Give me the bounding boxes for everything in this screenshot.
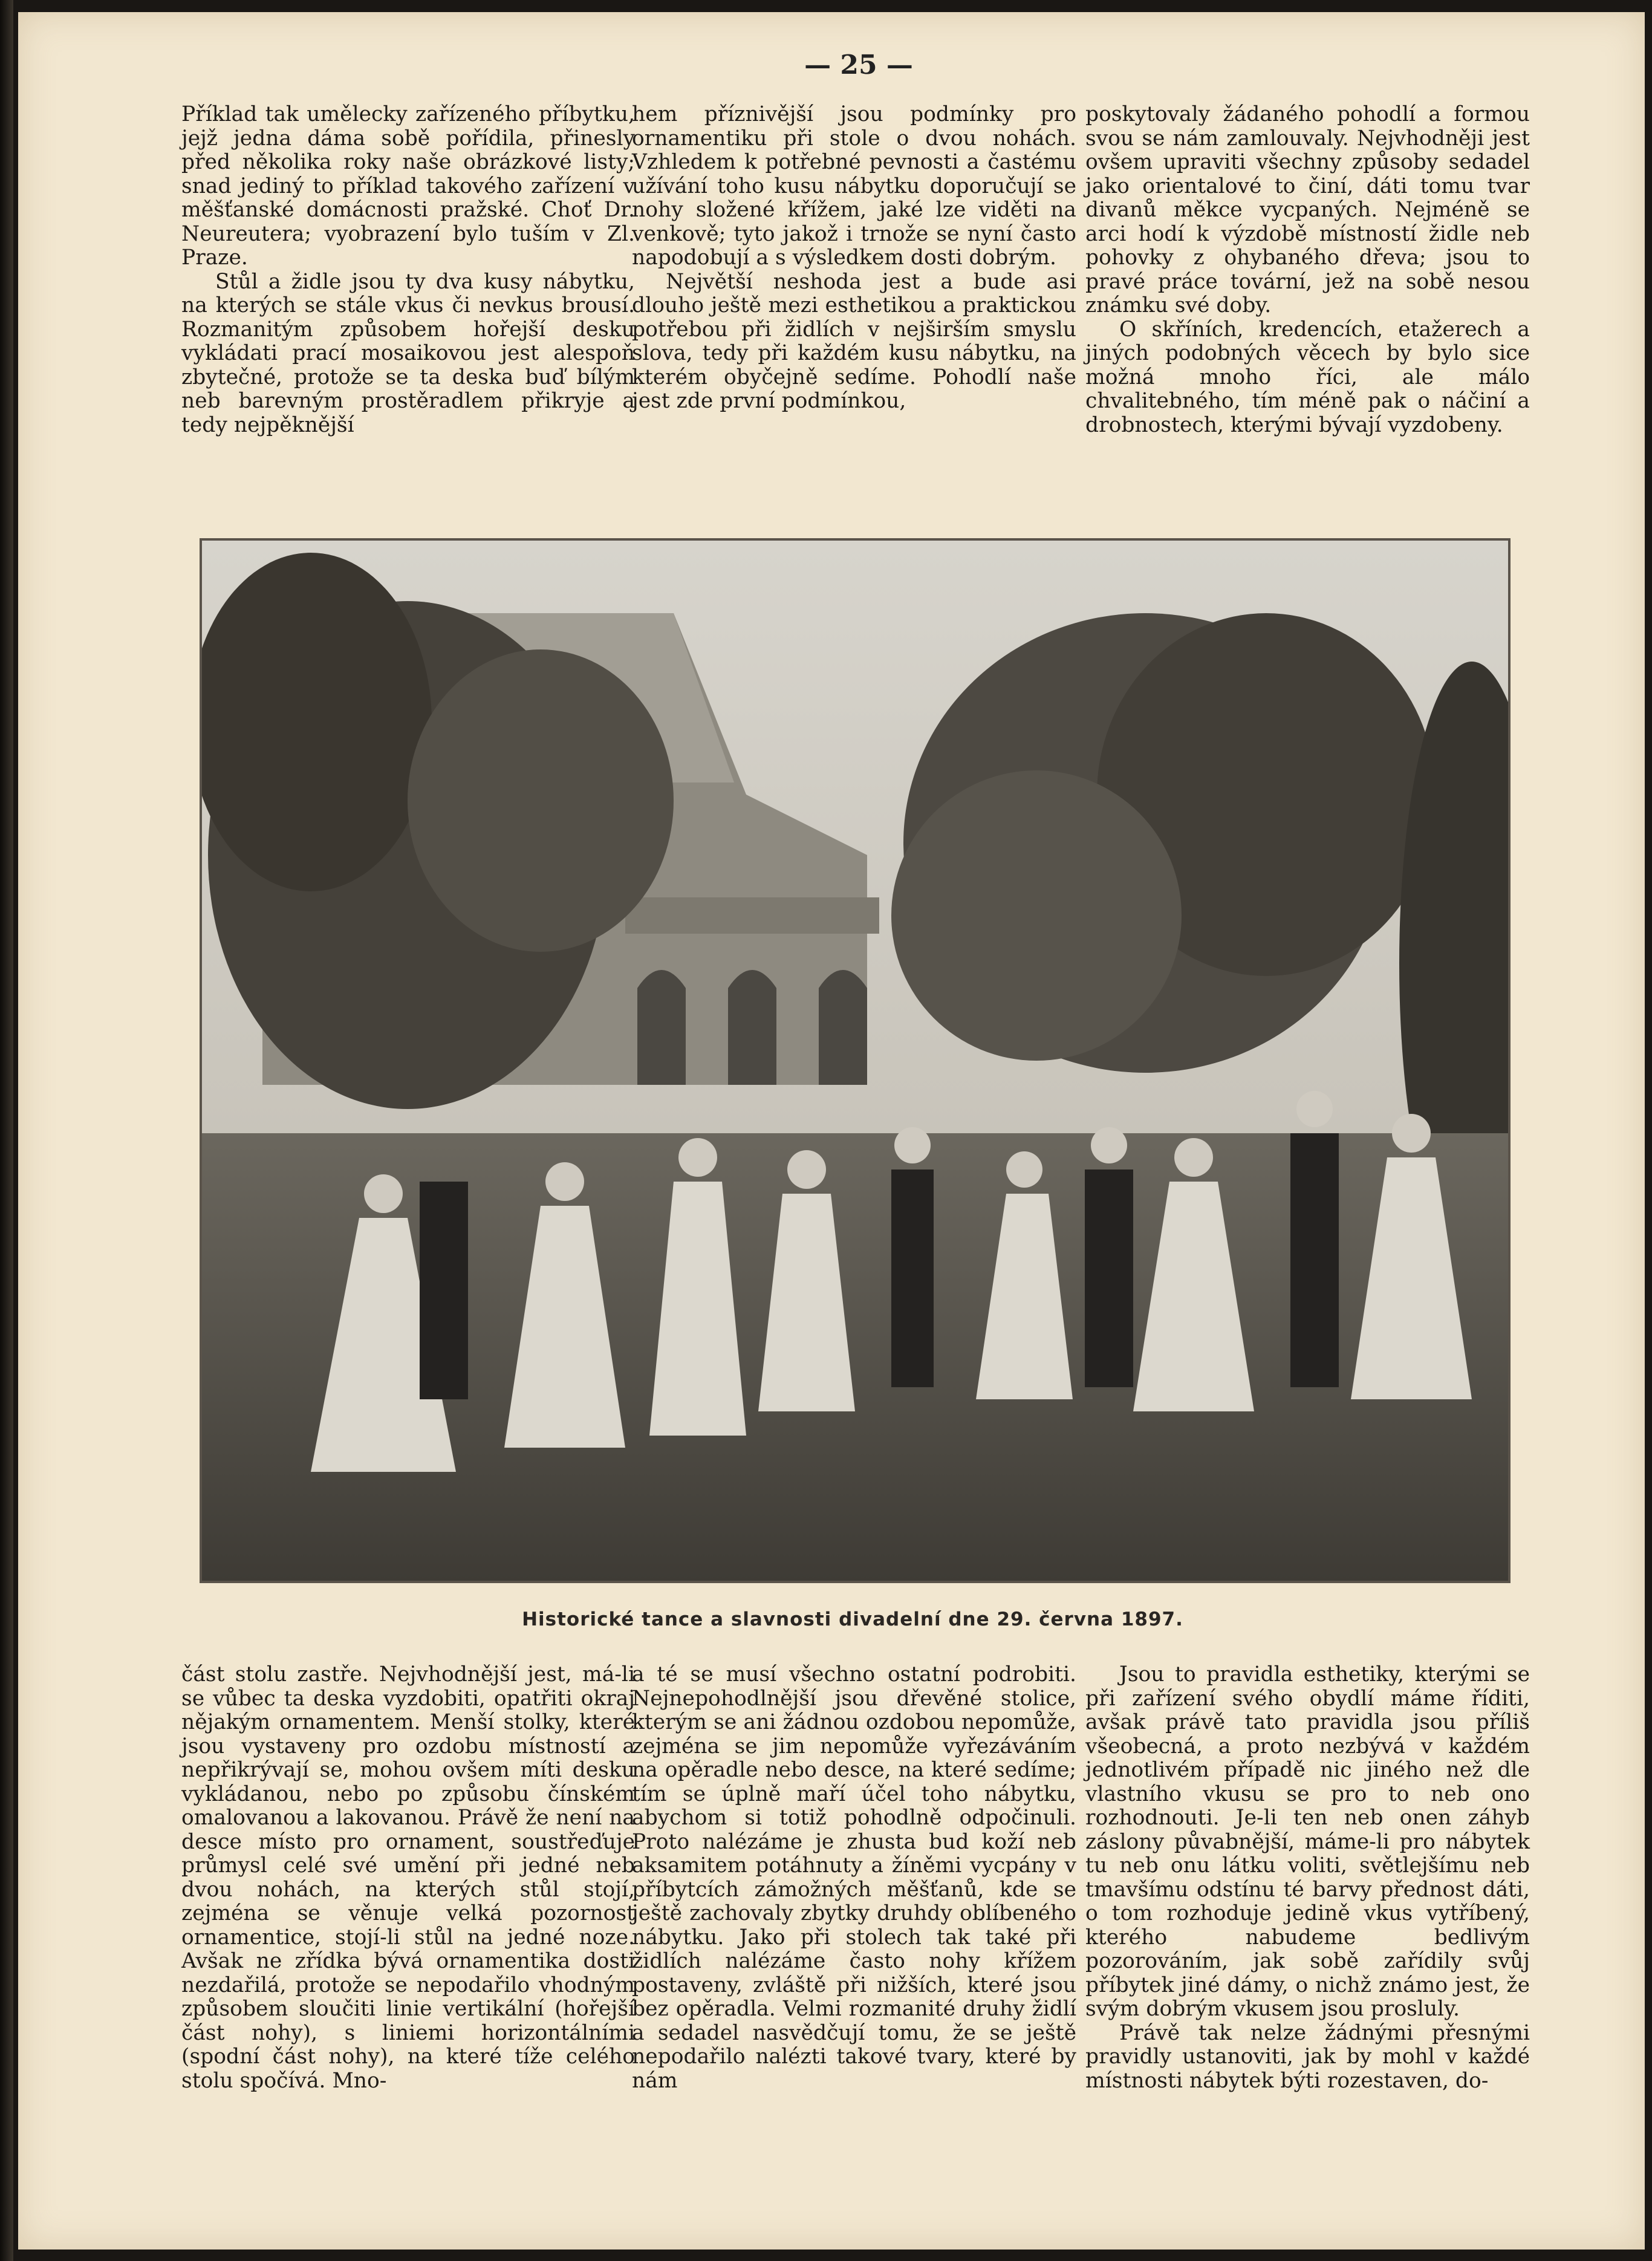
photo-caption: Historické tance a slavnosti divadelní dne 29. června 1897. — [522, 1609, 1183, 1630]
paragraph: Největší neshoda jest a bude asi dlouho ještě mezi esthetikou a praktickou potřebou při židlích v nejširším smyslu slova, tedy při každém kusu nábytku, na kterém obyčejně sedíme. Pohodlí naše jest zde první podmínkou, — [632, 269, 1076, 413]
top-column-left — [181, 103, 635, 437]
paragraph: Stůl a židle jsou ty dva kusy nábytku, na kterých se stále vkus či nevkus brousí. Rozmanitým způsobem hořejší desku vykládati prací mosaikovou jest alespoň zbytečné, protože se ta deska buď bílým neb barevným prostěradlem přikryje a tedy nejpěknější — [181, 269, 635, 437]
photo-illustration-icon — [202, 541, 1508, 1581]
page-number: — 25 — — [804, 50, 913, 80]
paragraph: Právě tak nelze žádnými přesnými pravidly ustanoviti, jak by mohl v každé místnosti nábytek býti rozestaven, do- — [1085, 2020, 1530, 2093]
top-column-right — [1085, 103, 1530, 437]
paragraph: O skříních, kredencích, etažerech a jiných podobných věcech by bylo sice možná mnoho říci, ale málo chvalitebného, tím méně pak o náčiní a drobnostech, kterými bývají vyzdobeny. — [1085, 317, 1530, 437]
paragraph: poskytovaly žádaného pohodlí a formou svou se nám zamlouvaly. Nejvhodněji jest ovšem upraviti všechny způsoby sedadel jako orientalové to činí, dáti tomu tvar divanů měkce vycpaných. Nejméně se arci hodí k výzdobě místností židle neb pohovky z ohybaného dřeva; jsou to pravé práce tovární, jež na sobě nesou známku své doby. — [1085, 102, 1530, 317]
paragraph: část stolu zastře. Nejvhodnější jest, má-li se vůbec ta deska vyzdobiti, opatřiti okraj nějakým ornamentem. Menší stolky, které jsou vystaveny pro ozdobu místností a nepřikrývají se, mohou ovšem míti desku vykládanou, nebo po způsobu čínském omalovanou a lakovanou. Právě že není na desce místo pro ornament, soustřeďuje průmysl celé své umění při jedné neb dvou nohách, na kterých stůl stojí, zejména se věnuje velká pozornost ornamentice, stojí-li stůl na jedné noze. Avšak ne zřídka bývá ornamentika dosti nezdařilá, protože se nepodařilo vhodným způsobem sloučiti linie vertikální (hořejší část nohy), s liniemi horizontálními (spodní část nohy), na které tíže celého stolu spočívá. Mno- — [181, 1662, 635, 2093]
historical-dance-photo — [200, 538, 1511, 1583]
book-spine — [0, 0, 13, 2261]
paragraph: a té se musí všechno ostatní podrobiti. Nejnepohodlnější jsou dřevěné stolice, kterým se ani žádnou ozdobou nepomůže, zejména se jim nepomůže vyřezáváním na opěradle nebo desce, na které sedíme; tím se úplně maří účel toho nábytku, abychom si totiž pohodlně odpočinuli. Proto nalézáme je zhusta bud koží neb aksamitem potáhnuty a žíněmi vycpány v příbytcích zámožných měšťanů, kde se ještě zachovaly zbytky druhdy oblíbeného nábytku. Jako při stolech tak také při židlích nalézáme často nohy křížem postaveny, zvláště při nižších, které jsou bez opěradla. Velmi rozmanité druhy židlí a sedadel nasvědčují tomu, že se ještě nepodařilo nalézti takové tvary, které by nám — [632, 1662, 1076, 2093]
bottom-column-left — [181, 1663, 635, 2093]
magazine-page — [18, 12, 1645, 2250]
bottom-column-right — [1085, 1663, 1530, 2093]
paragraph: Jsou to pravidla esthetiky, kterými se při zařízení svého obydlí máme říditi, avšak právě tato pravidla jsou příliš všeobecná, a proto nezbývá v každém jednotlivém případě nic jiného než dle vlastního vkusu se pro to neb ono rozhodnouti. Je-li ten neb onen záhyb záslony půvabnější, máme-li pro nábytek tu neb onu látku voliti, světlejšímu neb tmavšímu odstínu té barvy přednost dáti, o tom rozhoduje jedině vkus vytříbený, kterého nabudeme bedlivým pozorováním, jak sobě zařídily svůj příbytek jiné dámy, o nichž známo jest, že svým dobrým vkusem jsou prosluly. — [1085, 1662, 1530, 2021]
bottom-column-middle — [632, 1663, 1076, 2093]
top-column-middle — [632, 103, 1076, 414]
paragraph: Příklad tak umělecky zařízeného příbytku, jejž jedna dáma sobě pořídila, přinesly před několika roky naše obrázkové listy; snad jediný to příklad takového zařízení v měšťanské domácnosti pražské. Choť Dr. Neureutera; vyobrazení bylo tuším v Zl. Praze. — [181, 102, 635, 270]
paragraph: hem příznivější jsou podmínky pro ornamentiku při stole o dvou nohách. Vzhledem k potřebné pevnosti a častému užívání toho kusu nábytku doporučují se nohy složené křížem, jaké lze viděti na venkově; tyto jakož i trnože se nyní často napodobují a s výsledkem dosti dobrým. — [632, 102, 1076, 270]
